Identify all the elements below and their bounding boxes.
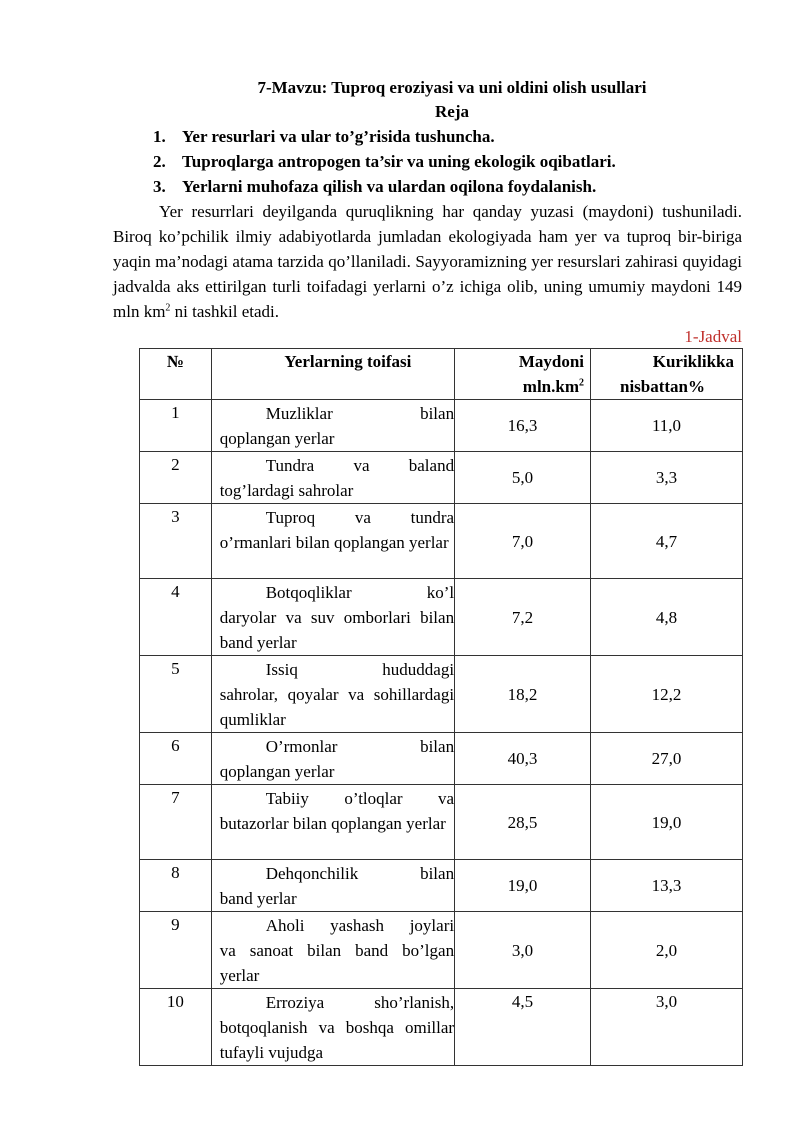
header-area-line1: Maydoni xyxy=(518,352,585,371)
row-area: 40,3 xyxy=(455,733,591,785)
table-row xyxy=(140,452,743,504)
plan-item-text: Yerlarni muhofaza qilish va ulardan oqilona foydalanish. xyxy=(182,177,597,196)
header-area-line2: mln.km xyxy=(522,377,580,396)
row-area: 16,3 xyxy=(455,400,591,452)
plan-item-number: 1. xyxy=(153,127,166,146)
row-category-first: Tuproq va tundra xyxy=(265,508,455,527)
row-category-first: Issiq hududdagi xyxy=(265,660,455,679)
row-category-first: Dehqonchilik bilan xyxy=(265,864,455,883)
row-number: 6 xyxy=(140,733,212,785)
row-category xyxy=(211,912,454,989)
intro-paragraph xyxy=(113,199,742,324)
plan-item xyxy=(153,175,596,199)
row-category-first: Muzliklar bilan xyxy=(265,404,455,423)
row-category-rest: va sanoat bilan band bo’lgan yerlar xyxy=(219,941,455,985)
header-number: № xyxy=(140,349,212,400)
row-area: 4,5 xyxy=(455,989,591,1066)
row-percentage: 3,0 xyxy=(591,989,743,1066)
row-category-rest: band yerlar xyxy=(219,889,297,908)
row-category-rest: qoplangan yerlar xyxy=(219,429,335,448)
row-number: 2 xyxy=(140,452,212,504)
row-category xyxy=(211,400,454,452)
plan-item-text: Yer resurlari va ular to’g’risida tushuncha. xyxy=(182,127,495,146)
row-number: 1 xyxy=(140,400,212,452)
row-number: 7 xyxy=(140,785,212,860)
row-category-rest: tog’lardagi sahrolar xyxy=(219,481,354,500)
row-category xyxy=(211,989,454,1066)
row-category-rest: qoplangan yerlar xyxy=(219,762,335,781)
row-category xyxy=(211,656,454,733)
table-header-row xyxy=(140,349,743,400)
row-area: 18,2 xyxy=(455,656,591,733)
plan-item xyxy=(153,150,616,174)
row-category-rest: botqoqlanish va boshqa omillar tufayli vujudga xyxy=(219,1018,455,1062)
row-category xyxy=(211,860,454,912)
row-percentage: 12,2 xyxy=(591,656,743,733)
plan-heading: Reja xyxy=(435,102,469,121)
row-number: 3 xyxy=(140,504,212,579)
row-area: 19,0 xyxy=(455,860,591,912)
paragraph-text: Yer resurrlari deyilganda quruqlikning har qanday yuzasi (maydoni) tushuniladi. Biroq ko’pchilik ilmiy adabiyotlarda jumladan ekologiyada ham yer va tuproq bir-biriga yaqin ma’nodagi atama tarzida qo’llaniladi. Sayyoramizning yer resurslari zahirasi quyidagi jadvalda aks ettirilgan turli toifadagi yerlarni o’z ichiga olib, uning umumiy maydoni 149 mln km xyxy=(113,202,742,321)
row-category xyxy=(211,452,454,504)
row-number: 5 xyxy=(140,656,212,733)
row-area: 28,5 xyxy=(455,785,591,860)
row-area: 3,0 xyxy=(455,912,591,989)
row-category-first: O’rmonlar bilan xyxy=(265,737,455,756)
table-row xyxy=(140,504,743,579)
land-resources-table xyxy=(139,348,743,1066)
row-percentage: 13,3 xyxy=(591,860,743,912)
header-area xyxy=(455,349,591,400)
table-row xyxy=(140,733,743,785)
row-category-first: Tundra va baland xyxy=(265,456,455,475)
row-category-rest: daryolar va suv omborlari bilan band yerlar xyxy=(219,608,455,652)
row-category-first: Tabiiy o’tloqlar va xyxy=(265,789,455,808)
header-category: Yerlarning toifasi xyxy=(211,349,454,400)
plan-item xyxy=(153,125,495,149)
table-row xyxy=(140,400,743,452)
row-percentage: 4,8 xyxy=(591,579,743,656)
row-category-first: Botqoqliklar ko’l xyxy=(265,583,455,602)
header-pct-line2: nisbattan% xyxy=(619,377,706,396)
row-category xyxy=(211,504,454,579)
header-area-sup: 2 xyxy=(579,377,585,389)
row-area: 7,2 xyxy=(455,579,591,656)
table-row xyxy=(140,785,743,860)
row-category-first: Erroziya sho’rlanish, xyxy=(265,993,455,1012)
plan-item-text: Tuproqlarga antropogen ta’sir va uning ekologik oqibatlari. xyxy=(182,152,616,171)
header-pct-line1: Kuriklikka xyxy=(652,352,734,371)
row-category-rest: butazorlar bilan qoplangan yerlar xyxy=(219,814,446,833)
row-percentage: 3,3 xyxy=(591,452,743,504)
row-number: 4 xyxy=(140,579,212,656)
row-number: 8 xyxy=(140,860,212,912)
plan-item-number: 3. xyxy=(153,177,166,196)
row-category xyxy=(211,579,454,656)
row-category xyxy=(211,785,454,860)
table-caption: 1-Jadval xyxy=(684,327,742,346)
header-percentage xyxy=(591,349,743,400)
row-percentage: 27,0 xyxy=(591,733,743,785)
plan-item-number: 2. xyxy=(153,152,166,171)
table-row xyxy=(140,656,743,733)
table-row xyxy=(140,989,743,1066)
row-number: 9 xyxy=(140,912,212,989)
row-category-rest: o’rmanlari bilan qoplangan yerlar xyxy=(219,533,449,552)
table-row xyxy=(140,860,743,912)
row-category-first: Aholi yashash joylari xyxy=(265,916,455,935)
row-number: 10 xyxy=(140,989,212,1066)
paragraph-text-end: ni tashkil etadi. xyxy=(170,302,280,321)
row-category-rest: sahrolar, qoyalar va sohillardagi qumliklar xyxy=(219,685,455,729)
topic-title: 7-Mavzu: Tuproq eroziyasi va uni oldini olish usullari xyxy=(257,78,647,97)
superscript: 2 xyxy=(165,302,171,314)
row-area: 7,0 xyxy=(455,504,591,579)
row-area: 5,0 xyxy=(455,452,591,504)
row-percentage: 19,0 xyxy=(591,785,743,860)
table-row xyxy=(140,579,743,656)
row-percentage: 11,0 xyxy=(591,400,743,452)
row-percentage: 2,0 xyxy=(591,912,743,989)
row-percentage: 4,7 xyxy=(591,504,743,579)
table-row xyxy=(140,912,743,989)
row-category xyxy=(211,733,454,785)
